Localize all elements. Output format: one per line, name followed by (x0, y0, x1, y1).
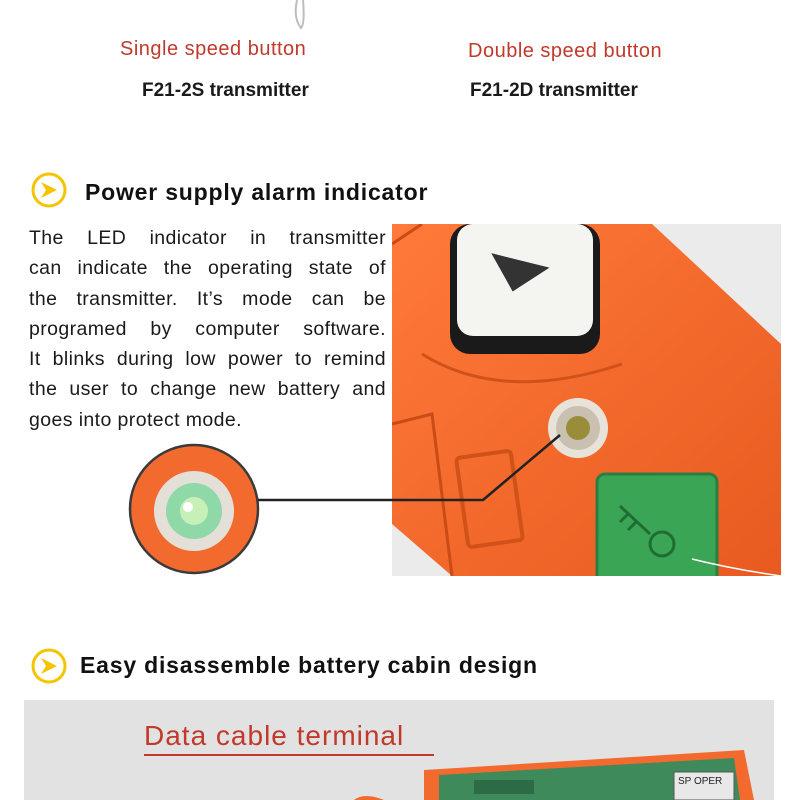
board-label: SP OPER (678, 776, 723, 787)
transmitter-photo (392, 224, 781, 576)
paragraph-line: programed by computer software. (29, 317, 386, 340)
double-speed-model: F21-2D transmitter (470, 80, 638, 101)
paragraph-line: can indicate the operating state of (29, 257, 386, 280)
paragraph-line: goes into protect mode. (29, 408, 242, 431)
data-cable-terminal-label: Data cable terminal (144, 720, 405, 751)
power-description (29, 223, 386, 435)
battery-section-title: Easy disassemble battery cabin design (80, 652, 538, 678)
callout-connector (255, 425, 575, 515)
chevron-bullet-icon (31, 172, 67, 208)
paragraph-line: The LED indicator in transmitter (29, 227, 386, 249)
power-section-title: Power supply alarm indicator (85, 179, 429, 205)
callout-underline (144, 752, 434, 758)
antenna-fragment (285, 0, 315, 32)
led-zoom-circle (128, 443, 260, 580)
single-speed-model: F21-2S transmitter (142, 80, 309, 101)
chevron-bullet-icon (31, 648, 67, 684)
single-speed-label: Single speed button (120, 38, 307, 60)
paragraph-line: It blinks during low power to remind (29, 348, 386, 371)
paragraph-line: the transmitter. It’s mode can be (29, 287, 386, 310)
paragraph-line: the user to change new battery and (29, 378, 386, 401)
double-speed-label: Double speed button (468, 40, 663, 62)
